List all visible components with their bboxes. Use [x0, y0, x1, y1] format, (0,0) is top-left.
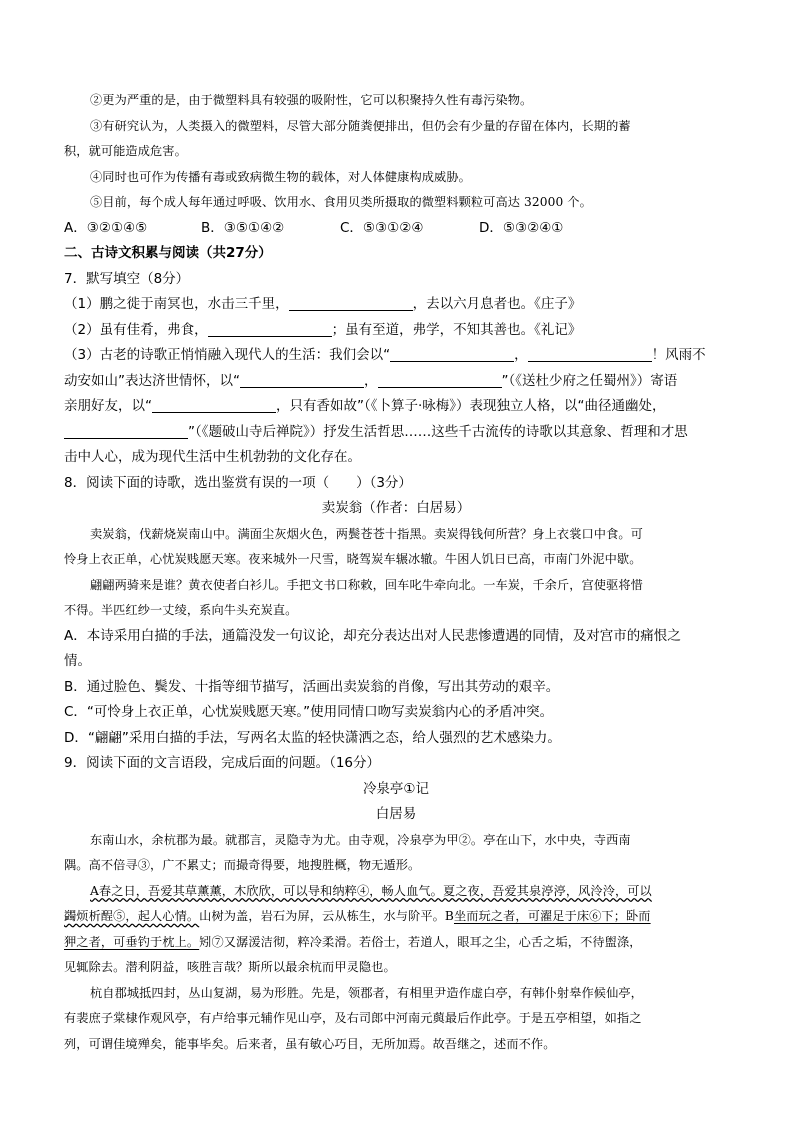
q7-1-text-b: ，去以六月息者也。《庄子》 [412, 296, 582, 312]
q7-5-text-b: ，只有香如故”（《卜算子·咏梅》）表现独立人格，以“曲径通幽处， [276, 398, 666, 414]
essay-line-5 [64, 930, 728, 956]
poem-line-3: 翩翩两骑来是谁？黄衣使者白衫儿。手把文书口称敕，回车叱牛牵向北。一车炭，千余斤，宫使驱将惜 [90, 577, 643, 592]
q8-option-d[interactable]: D．“翩翩”采用白描的手法，写两名太监的轻快潇洒之态，给人强烈的艺术感染力。 [64, 729, 561, 746]
q7-4-text-a: 动安如山”表达济世情怀，以“ [64, 372, 240, 389]
q7-3-text-c: ！风雨不 [651, 347, 706, 363]
essay-line-5-rest: 矧⑦又潺湲洁彻，粹冷柔滑。若俗士，若道人，眼耳之尘，心舌之垢，不待盥涤， [199, 934, 642, 949]
essay-para-3-line-3: 列，可谓佳境殚矣，能事毕矣。后来者，虽有敏心巧目，无所加焉。故吾继之，述而不作。 [64, 1036, 556, 1051]
poem-line-1: 卖炭翁，伐薪烧炭南山中。满面尘灰烟火色，两鬓苍苍十指黑。卖炭得钱何所营？身上衣裳口中食。可 [90, 526, 643, 541]
q6-item-3-cont: 积，就可能造成危害。 [64, 144, 187, 158]
q7-line-7: 击中人心，成为现代生活中生机勃勃的文化存在。 [64, 449, 361, 465]
q7-6-blank[interactable] [64, 423, 188, 439]
q6-option-b[interactable]: B．③⑤①④② [201, 219, 285, 236]
q7-4-text-b: ， [364, 372, 378, 389]
essay-author: 白居易 [375, 806, 417, 822]
q7-line-2 [64, 318, 728, 344]
q6-options [64, 216, 728, 242]
q6-item-2: ②更为严重的是，由于微塑料具有较强的吸附性，它可以积聚持久性有毒污染物。 [90, 93, 533, 107]
q8-option-a[interactable]: A．本诗采用白描的手法，通篇没发一句议论，却充分表达出对人民悲惨遭遇的同情，及对宫市的痛恨之 [64, 627, 681, 644]
q7-2-text-b: ；虽有至道，弗学，不知其善也。《礼记》 [331, 321, 582, 338]
essay-title: 冷泉亭①记 [362, 780, 430, 797]
q7-line-3 [64, 343, 728, 369]
q7-line-6 [64, 420, 728, 446]
q7-line-4 [64, 369, 728, 395]
q7-6-text-a: ”（《题破山寺后禅院》）抒发生活哲思……这些千古流传的诗歌以其意象、哲理和才思 [188, 423, 688, 440]
q7-4-text-c: ”（《送杜少府之任蜀州》）寄语 [501, 372, 678, 389]
q7-2-text-a: （2）虽有佳肴，弗食， [64, 321, 208, 338]
essay-para-3-line-2: 有裴庶子棠棣作观风亭，有卢给事元辅作见山亭，及右司郎中河南元藇最后作此亭。于是五亭相望，如指之 [64, 1011, 642, 1025]
essay-line-6: 见辄除去。潜利阴益，咳胜言哉？斯所以最余杭而甲灵隐也。 [64, 960, 396, 974]
q7-4-blank-2[interactable] [378, 372, 502, 388]
essay-para-1: 东南山水，余杭郡为最。就郡言，灵隐寺为尤。由寺观，冷泉亭为甲②。亭在山下，水中央，寺西南 [90, 832, 631, 847]
q8-option-b[interactable]: B．通过脸色、鬓发、十指等细节描写，活画出卖炭翁的肖像，写出其劳动的艰辛。 [64, 678, 560, 695]
q7-1-blank[interactable] [289, 295, 413, 311]
q7-line-5 [64, 394, 728, 420]
q8-option-a-cont: 情。 [64, 653, 91, 669]
q7-1-text-a: （1）鹏之徙于南冥也，水击三千里， [64, 296, 289, 312]
q7-3-blank-1[interactable] [390, 346, 514, 362]
essay-line-4-mid: 山树为盖，岩石为屏，云从栋生，水与阶平。B [199, 909, 454, 923]
q7-4-blank-1[interactable] [240, 372, 364, 388]
poem-title: 卖炭翁（作者：白居易） [321, 500, 471, 516]
q6-item-3: ③有研究认为，人类摄入的微塑料，尽管大部分随粪便排出，但仍会有少量的存留在体内，长期的蓄 [90, 118, 631, 133]
q7-3-text-b: ， [514, 347, 528, 363]
essay-sentence-a-end: 蠲烦析酲⑤，起人心情。 [64, 909, 200, 923]
q8-option-c[interactable]: C．“可怜身上衣正单，心忧炭贱愿天寒。”使用同情口吻写卖炭翁内心的矛盾冲突。 [64, 704, 554, 720]
q7-5-blank[interactable] [152, 397, 276, 413]
q7-stem: 7．默写填空（8分） [64, 270, 190, 287]
q6-item-4: ④同时也可作为传播有毒或致病微生物的载体，对人体健康构成威胁。 [90, 169, 471, 184]
essay-para-1-cont: 隅。高不倍寻③，广不累丈；而撮奇得要，地搜胜概，物无遁形。 [64, 858, 421, 872]
essay-line-4 [64, 904, 728, 930]
essay-para-3: 杭自郡城抵四封，丛山复湖，易为形胜。先是，领郡者，有相里尹造作虚白亭，有韩仆射皋作候仙亭， [90, 985, 643, 1000]
q7-5-text-a: 亲朋好友，以“ [64, 398, 152, 414]
essay-sentence-b: 坐而玩之者，可濯足于床⑥下；卧而 [453, 909, 651, 923]
q6-option-c[interactable]: C．⑤③①②④ [340, 219, 424, 236]
section-title: 二、古诗文积累与阅读（共27分） [64, 245, 272, 261]
q7-3-text-a: （3）古老的诗歌正悄悄融入现代人的生活：我们会以“ [64, 347, 391, 363]
essay-sentence-a: A春之日，吾爱其草薰薰，木欣欣，可以导和纳粹④，畅人血气。夏之夜，吾爱其泉渟渟，风泠泠，可以 [90, 883, 652, 898]
essay-sentence-b-end: 狎之者，可垂钓于枕上。 [64, 934, 200, 949]
poem-line-4: 不得。半匹红纱一丈绫，系向牛头充炭直。 [64, 603, 298, 617]
q7-line-1 [64, 292, 728, 318]
q6-option-a[interactable]: A．③②①④⑤ [64, 219, 148, 236]
q8-stem: 8．阅读下面的诗歌，选出鉴赏有误的一项（ ）（3分） [64, 474, 412, 491]
q9-stem: 9．阅读下面的文言语段，完成后面的问题。（16分） [64, 755, 381, 771]
q7-2-blank[interactable] [208, 321, 332, 337]
q6-option-d[interactable]: D．⑤③②④① [479, 219, 564, 236]
q6-item-5: ⑤目前，每个成人每年通过呼吸、饮用水、食用贝类所摄取的微塑料颗粒可高达 32000 个。 [90, 195, 592, 209]
q7-3-blank-2[interactable] [528, 346, 652, 362]
poem-line-2: 怜身上衣正单，心忧炭贱愿天寒。夜来城外一尺雪，晓驾炭车辗冰辙。牛困人饥日已高，市南门外泥中歇。 [64, 552, 642, 566]
